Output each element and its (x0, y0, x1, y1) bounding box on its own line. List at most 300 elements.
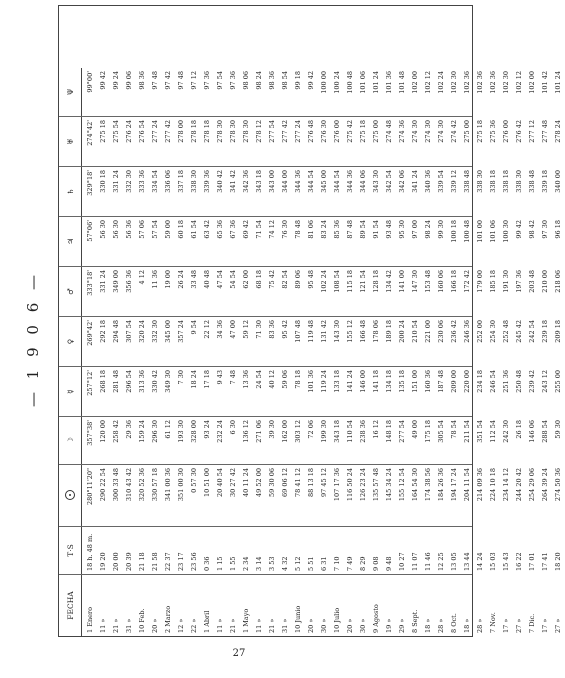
cell-venus: 119 48 (307, 320, 315, 343)
cell-jupiter: 100 30 (502, 220, 510, 243)
cell-ts: 17 01 (528, 552, 536, 571)
cell-jupiter: 74 12 (268, 220, 276, 239)
cell-venus: 83 36 (268, 320, 276, 339)
cell-fecha: 10 Junio (294, 605, 302, 633)
cell-sun: 88 13 18 (307, 468, 315, 497)
cell-jupiter: 85 36 (333, 220, 341, 239)
cell-mars: 62 00 (242, 270, 250, 289)
cell-ts: 15 43 (502, 552, 510, 571)
cell-fecha: 18 » (424, 618, 432, 633)
cell-moon: 242 30 (502, 420, 510, 443)
cell-neptune: 101 06 (359, 71, 367, 94)
cell-venus: 332 30 (151, 320, 159, 343)
cell-mercury: 146 00 (359, 370, 367, 393)
cell-mercury: 101 36 (307, 370, 315, 393)
cell-saturn: 341 24 (411, 170, 419, 193)
header-fecha: FECHA (59, 575, 82, 636)
cell-mercury: 13 36 (242, 370, 250, 389)
cell-sun: 69 06 12 (281, 468, 289, 497)
cell-sun: 126 23 24 (359, 468, 367, 502)
cell-uranus: 274 48 (385, 120, 393, 143)
column-venus (59, 316, 562, 366)
cell-jupiter: 56 30 (99, 220, 107, 239)
cell-moon: 61 12 (164, 420, 172, 439)
cell-venus: 221 00 (424, 320, 432, 343)
cell-ts: 2 34 (242, 556, 250, 571)
cell-uranus: 275 18 (99, 120, 107, 143)
cell-ts: 5 51 (307, 556, 315, 571)
cell-moon: 199 30 (320, 420, 328, 443)
cell-neptune: 99°00' (86, 71, 94, 93)
cell-mars: 179 00 (476, 270, 484, 293)
header-moon: ☽ (59, 417, 82, 464)
cell-neptune: 98 36 (268, 71, 276, 90)
cell-saturn: 344 54 (307, 170, 315, 193)
cell-saturn: 332 30 (125, 170, 133, 193)
cell-mars: 141 00 (398, 270, 406, 293)
cell-venus: 245 42 (515, 320, 523, 343)
cell-moon: 112 54 (489, 420, 497, 443)
cell-sun: 97 45 12 (320, 468, 328, 497)
cell-moon: 29 36 (125, 420, 133, 439)
cell-fecha: 30 » (320, 618, 328, 633)
cell-neptune: 97 36 (229, 71, 237, 90)
cell-neptune: 102 12 (515, 71, 523, 94)
cell-mercury: 250 48 (515, 370, 523, 393)
cell-fecha: 18 » (463, 618, 471, 633)
cell-neptune: 99 06 (125, 71, 133, 90)
cell-moon: 258 42 (112, 420, 120, 443)
cell-sun: 0 57 30 (190, 468, 198, 493)
cell-jupiter: 78 48 (294, 220, 302, 239)
cell-jupiter: 91 54 (372, 220, 380, 239)
cell-saturn: 339 54 (437, 170, 445, 193)
cell-saturn: 345 00 (320, 170, 328, 193)
cell-ts: 6 31 (320, 556, 328, 571)
cell-uranus: 278 18 (203, 120, 211, 143)
column-moon (59, 416, 562, 464)
cell-mars: 40 48 (203, 270, 211, 289)
cell-fecha: 8 Sept. (411, 609, 419, 633)
cell-saturn: 338 48 (463, 170, 471, 193)
cell-neptune: 102 00 (528, 71, 536, 94)
cell-mars: 82 54 (281, 270, 289, 289)
cell-jupiter: 59 00 (164, 220, 172, 239)
cell-mars: 147 30 (411, 270, 419, 293)
cell-mars: 349 00 (112, 270, 120, 293)
cell-fecha: 20 » (151, 618, 159, 633)
cell-saturn: 344 54 (333, 170, 341, 193)
cell-sun: 351 00 30 (177, 468, 185, 502)
cell-venus: 254 30 (489, 320, 497, 343)
cell-fecha: 11 » (99, 618, 107, 633)
cell-saturn: 344 36 (294, 170, 302, 193)
cell-ts: 3 53 (268, 556, 276, 571)
cell-uranus: 276 42 (515, 120, 523, 143)
cell-uranus: 278 12 (255, 120, 263, 143)
cell-mars: 47 54 (216, 270, 224, 289)
cell-mercury: 220 00 (463, 370, 471, 393)
cell-sun: 49 52 00 (255, 468, 263, 497)
cell-ts: 0 36 (203, 556, 211, 571)
cell-mercury: 133 18 (333, 370, 341, 393)
cell-uranus: 275 36 (489, 120, 497, 143)
cell-mercury: 268 18 (99, 370, 107, 393)
cell-venus: 200 24 (398, 320, 406, 343)
cell-fecha: 21 » (268, 618, 276, 633)
cell-uranus: 276 48 (307, 120, 315, 143)
header-neptune: Ψ (59, 68, 82, 116)
cell-saturn: 338 30 (190, 170, 198, 193)
cell-mercury: 349 30 (164, 370, 172, 393)
cell-venus: 71 30 (255, 320, 263, 339)
cell-sun: 30 27 42 (229, 468, 237, 497)
cell-ts: 7 10 (333, 556, 341, 571)
cell-saturn: 337 18 (177, 170, 185, 193)
cell-moon: 72 06 (307, 420, 315, 439)
column-mercury (59, 366, 562, 416)
header-sun (59, 465, 82, 526)
cell-mercury: 24 54 (255, 370, 263, 389)
cell-mercury: 160 36 (424, 370, 432, 393)
cell-fecha: 29 » (398, 618, 406, 633)
cell-jupiter: 96 18 (554, 220, 562, 239)
cell-fecha: 7 Dic. (528, 613, 536, 633)
cell-uranus: 274 42 (450, 120, 458, 143)
cell-mercury: 17 18 (203, 370, 211, 389)
cell-saturn: 344 06 (359, 170, 367, 193)
header-saturn: ♄ (59, 167, 82, 216)
cell-sun: 274 50 36 (554, 468, 562, 502)
cell-uranus: 276 00 (502, 120, 510, 143)
cell-mars: 115 18 (346, 270, 354, 293)
cell-jupiter: 87 48 (346, 220, 354, 239)
cell-sun: 107 17 36 (333, 468, 341, 502)
cell-mercury: 251 36 (502, 370, 510, 393)
header-uranus: ♅ (59, 117, 82, 166)
cell-neptune: 99 42 (99, 71, 107, 90)
cell-venus: 239 18 (541, 320, 549, 343)
cell-mars: 68 18 (255, 270, 263, 289)
cell-fecha: 2 Marzo (164, 605, 172, 633)
cell-moon: 238 36 (359, 420, 367, 443)
column-sun (59, 464, 562, 526)
cell-neptune: 102 36 (476, 71, 484, 94)
cell-mercury: 296 54 (125, 370, 133, 393)
cell-neptune: 98 06 (242, 71, 250, 90)
cell-jupiter: 100 48 (463, 220, 471, 243)
cell-fecha: 19 » (385, 618, 393, 633)
cell-jupiter: 56 36 (125, 220, 133, 239)
column-saturn (59, 166, 562, 216)
cell-venus: 47 00 (229, 320, 237, 339)
cell-neptune: 101 42 (541, 71, 549, 94)
cell-fecha: 27 » (515, 618, 523, 633)
cell-fecha: 31 » (125, 618, 133, 633)
cell-venus: 246 36 (463, 320, 471, 343)
cell-moon: 120 00 (99, 420, 107, 443)
cell-uranus: 275 18 (476, 120, 484, 143)
cell-mercury: 134 18 (385, 370, 393, 393)
cell-uranus: 277 42 (281, 120, 289, 143)
cell-saturn: 341 42 (229, 170, 237, 193)
cell-jupiter: 81 06 (307, 220, 315, 239)
cell-ts: 18 h. 48 m. (86, 533, 94, 571)
cell-fecha: 10 Julio (333, 607, 341, 633)
cell-mercury: 7 30 (177, 370, 185, 385)
cell-fecha: 10 Feb. (138, 608, 146, 633)
cell-neptune: 99 42 (307, 71, 315, 90)
cell-mars: 26 24 (177, 270, 185, 289)
cell-neptune: 99 24 (112, 71, 120, 90)
cell-neptune: 101 24 (372, 71, 380, 94)
cell-sun: 280°11'20" (86, 468, 94, 505)
cell-venus: 252 48 (502, 320, 510, 343)
cell-venus: 307 54 (125, 320, 133, 343)
cell-neptune: 97 12 (190, 71, 198, 90)
cell-sun: 330 57 18 (151, 468, 159, 502)
cell-ts: 13 44 (463, 552, 471, 571)
cell-neptune: 97 54 (216, 71, 224, 90)
cell-fecha: 17 » (502, 618, 510, 633)
cell-neptune: 97 36 (203, 71, 211, 90)
cell-moon: 343 18 (333, 420, 341, 443)
cell-venus: 95 42 (281, 320, 289, 339)
cell-mercury: 243 12 (541, 370, 549, 393)
cell-saturn: 340 42 (216, 170, 224, 193)
cell-saturn: 343 00 (268, 170, 276, 193)
cell-mercury: 281 48 (112, 370, 120, 393)
cell-venus: 189 18 (385, 320, 393, 343)
cell-ts: 16 22 (515, 552, 523, 571)
cell-sun: 194 17 24 (450, 468, 458, 502)
cell-saturn: 340 36 (424, 170, 432, 193)
cell-mars: 166 18 (450, 270, 458, 293)
cell-mars: 185 18 (489, 270, 497, 293)
cell-uranus: 277 24 (151, 120, 159, 143)
cell-ts: 3 14 (255, 556, 263, 571)
cell-fecha: 11 » (216, 618, 224, 633)
cell-jupiter: 98 24 (424, 220, 432, 239)
cell-mars: 33 48 (190, 270, 198, 289)
cell-neptune: 100 24 (333, 71, 341, 94)
cell-moon: 211 54 (463, 420, 471, 443)
page-number: 27 (232, 648, 246, 659)
cell-ts: 8 29 (359, 556, 367, 571)
cell-jupiter: 69 42 (242, 220, 250, 239)
cell-venus: 292 18 (99, 320, 107, 343)
cell-saturn: 344 00 (281, 170, 289, 193)
cell-ts: 10 27 (398, 552, 406, 571)
cell-jupiter: 101 00 (476, 220, 484, 243)
cell-saturn: 340 00 (554, 170, 562, 193)
cell-uranus: 276 30 (320, 120, 328, 143)
cell-sun: 59 30 06 (268, 468, 276, 497)
cell-uranus: 274 30 (437, 120, 445, 143)
cell-venus: 294 48 (112, 320, 120, 343)
cell-ts: 1 15 (216, 556, 224, 571)
cell-jupiter: 89 54 (359, 220, 367, 239)
cell-moon: 162 00 (281, 420, 289, 443)
cell-venus: 209 18 (554, 320, 562, 343)
cell-mars: 333°18' (86, 270, 94, 296)
cell-ts: 11 07 (411, 552, 419, 571)
cell-ts: 12 25 (437, 552, 445, 571)
cell-venus: 242 54 (528, 320, 536, 343)
cell-jupiter: 97 00 (411, 220, 419, 239)
cell-saturn: 343 30 (372, 170, 380, 193)
cell-jupiter: 95 30 (398, 220, 406, 239)
cell-fecha: 12 » (177, 618, 185, 633)
cell-mercury: 7 48 (229, 370, 237, 385)
cell-neptune: 101 36 (385, 71, 393, 94)
cell-moon: 296 30 (151, 420, 159, 443)
cell-moon: 148 18 (385, 420, 393, 443)
cell-fecha: 20 » (307, 618, 315, 633)
cell-moon: 303 12 (294, 420, 302, 443)
cell-ts: 20 00 (112, 552, 120, 571)
cell-saturn: 342 36 (242, 170, 250, 193)
cell-fecha: 22 » (190, 618, 198, 633)
cell-sun: 155 12 54 (398, 468, 406, 502)
cell-mercury: 78 18 (294, 370, 302, 389)
cell-sun: 290 22 54 (99, 468, 107, 502)
cell-neptune: 102 30 (450, 71, 458, 94)
rotated-table-frame (58, 5, 562, 637)
cell-venus: 131 42 (320, 320, 328, 343)
cell-fecha: 7 Nov. (489, 612, 497, 633)
cell-moon: 351 54 (476, 420, 484, 443)
cell-sun: 135 57 48 (372, 468, 380, 502)
cell-mars: 153 48 (424, 270, 432, 293)
cell-moon: 232 24 (216, 420, 224, 443)
cell-mercury: 246 54 (489, 370, 497, 393)
cell-saturn: 344 36 (346, 170, 354, 193)
cell-ts: 13 05 (450, 552, 458, 571)
cell-mercury: 234 18 (476, 370, 484, 393)
cell-sun: 164 54 30 (411, 468, 419, 502)
cell-mars: 134 42 (385, 270, 393, 293)
cell-fecha: 1 Enero (86, 607, 94, 633)
cell-sun: 310 43 42 (125, 468, 133, 502)
cell-fecha: 31 » (281, 618, 289, 633)
cell-moon: 175 18 (424, 420, 432, 443)
cell-ts: 9 48 (385, 556, 393, 571)
cell-saturn: 338 18 (502, 170, 510, 193)
cell-mercury: 141 24 (346, 370, 354, 393)
cell-ts: 19 20 (99, 552, 107, 571)
cell-saturn: 338 48 (528, 170, 536, 193)
cell-sun: 40 11 24 (242, 468, 250, 497)
cell-mars: 121 54 (359, 270, 367, 293)
cell-sun: 20 40 54 (216, 468, 224, 497)
cell-ts: 23 56 (190, 552, 198, 571)
cell-venus: 178 06 (372, 320, 380, 343)
cell-ts: 1 55 (229, 556, 237, 571)
cell-venus: 166 48 (359, 320, 367, 343)
cell-uranus: 277 12 (528, 120, 536, 143)
cell-moon: 39 30 (268, 420, 276, 439)
cell-mars: 191 30 (502, 270, 510, 293)
cell-fecha: 28 » (437, 618, 445, 633)
cell-jupiter: 61 54 (190, 220, 198, 239)
cell-sun: 116 50 24 (346, 468, 354, 502)
cell-uranus: 275 00 (372, 120, 380, 143)
cell-mercury: 40 12 (268, 370, 276, 389)
cell-sun: 264 39 24 (541, 468, 549, 502)
ephemeris-table (58, 5, 562, 637)
cell-neptune: 98 54 (281, 71, 289, 90)
cell-venus: 9 54 (190, 320, 198, 335)
cell-uranus: 277 24 (294, 120, 302, 143)
cell-ts: 14 24 (476, 552, 484, 571)
cell-ts: 9 08 (372, 556, 380, 571)
cell-neptune: 102 24 (437, 71, 445, 94)
cell-uranus: 278 30 (242, 120, 250, 143)
cell-mars: 75 42 (268, 270, 276, 289)
column-neptune (59, 68, 562, 116)
cell-jupiter: 76 30 (281, 220, 289, 239)
cell-mars: 19 00 (164, 270, 172, 289)
cell-fecha: 28 » (476, 618, 484, 633)
cell-ts: 17 41 (541, 552, 549, 571)
cell-moon: 159 24 (138, 420, 146, 443)
cell-venus: 59 12 (242, 320, 250, 339)
cell-jupiter: 57 06 (138, 220, 146, 239)
cell-venus: 143 30 (333, 320, 341, 343)
cell-saturn: 342 54 (385, 170, 393, 193)
column-jupiter (59, 216, 562, 266)
cell-mars: 218 06 (554, 270, 562, 293)
cell-uranus: 274 36 (398, 120, 406, 143)
cell-saturn: 338 18 (489, 170, 497, 193)
cell-moon: 146 06 (528, 420, 536, 443)
cell-neptune: 102 12 (424, 71, 432, 94)
cell-saturn: 331 24 (112, 170, 120, 193)
cell-uranus: 275 18 (359, 120, 367, 143)
cell-mercury: 187 48 (437, 370, 445, 393)
sun-icon (65, 491, 75, 501)
cell-mercury: 330 42 (151, 370, 159, 393)
cell-venus: 320 24 (138, 320, 146, 343)
cell-mars: 197 36 (515, 270, 523, 293)
cell-jupiter: 63 42 (203, 220, 211, 239)
header-venus: ♀ (59, 317, 82, 366)
cell-moon: 78 54 (450, 420, 458, 439)
cell-mercury: 141 18 (372, 370, 380, 393)
cell-ts: 4 32 (281, 556, 289, 571)
cell-saturn: 338 30 (476, 170, 484, 193)
column-ts (59, 526, 562, 574)
cell-saturn: 330 18 (99, 170, 107, 193)
cell-moon: 93 24 (203, 420, 211, 439)
cell-neptune: 99 18 (294, 71, 302, 90)
cell-saturn: 338 30 (515, 170, 523, 193)
cell-jupiter: 98 42 (528, 220, 536, 239)
cell-neptune: 98 36 (138, 71, 146, 90)
cell-venus: 22 12 (203, 320, 211, 339)
cell-mars: 203 48 (528, 270, 536, 293)
cell-ts: 23 17 (177, 552, 185, 571)
cell-uranus: 276 54 (138, 120, 146, 143)
cell-venus: 155 12 (346, 320, 354, 343)
cell-mercury: 313 36 (138, 370, 146, 393)
cell-jupiter: 56 30 (112, 220, 120, 239)
cell-saturn: 342 06 (398, 170, 406, 193)
cell-mars: 172 42 (463, 270, 471, 293)
page-title: — 1 9 0 6 — (24, 270, 42, 408)
cell-sun: 145 34 24 (385, 468, 393, 502)
